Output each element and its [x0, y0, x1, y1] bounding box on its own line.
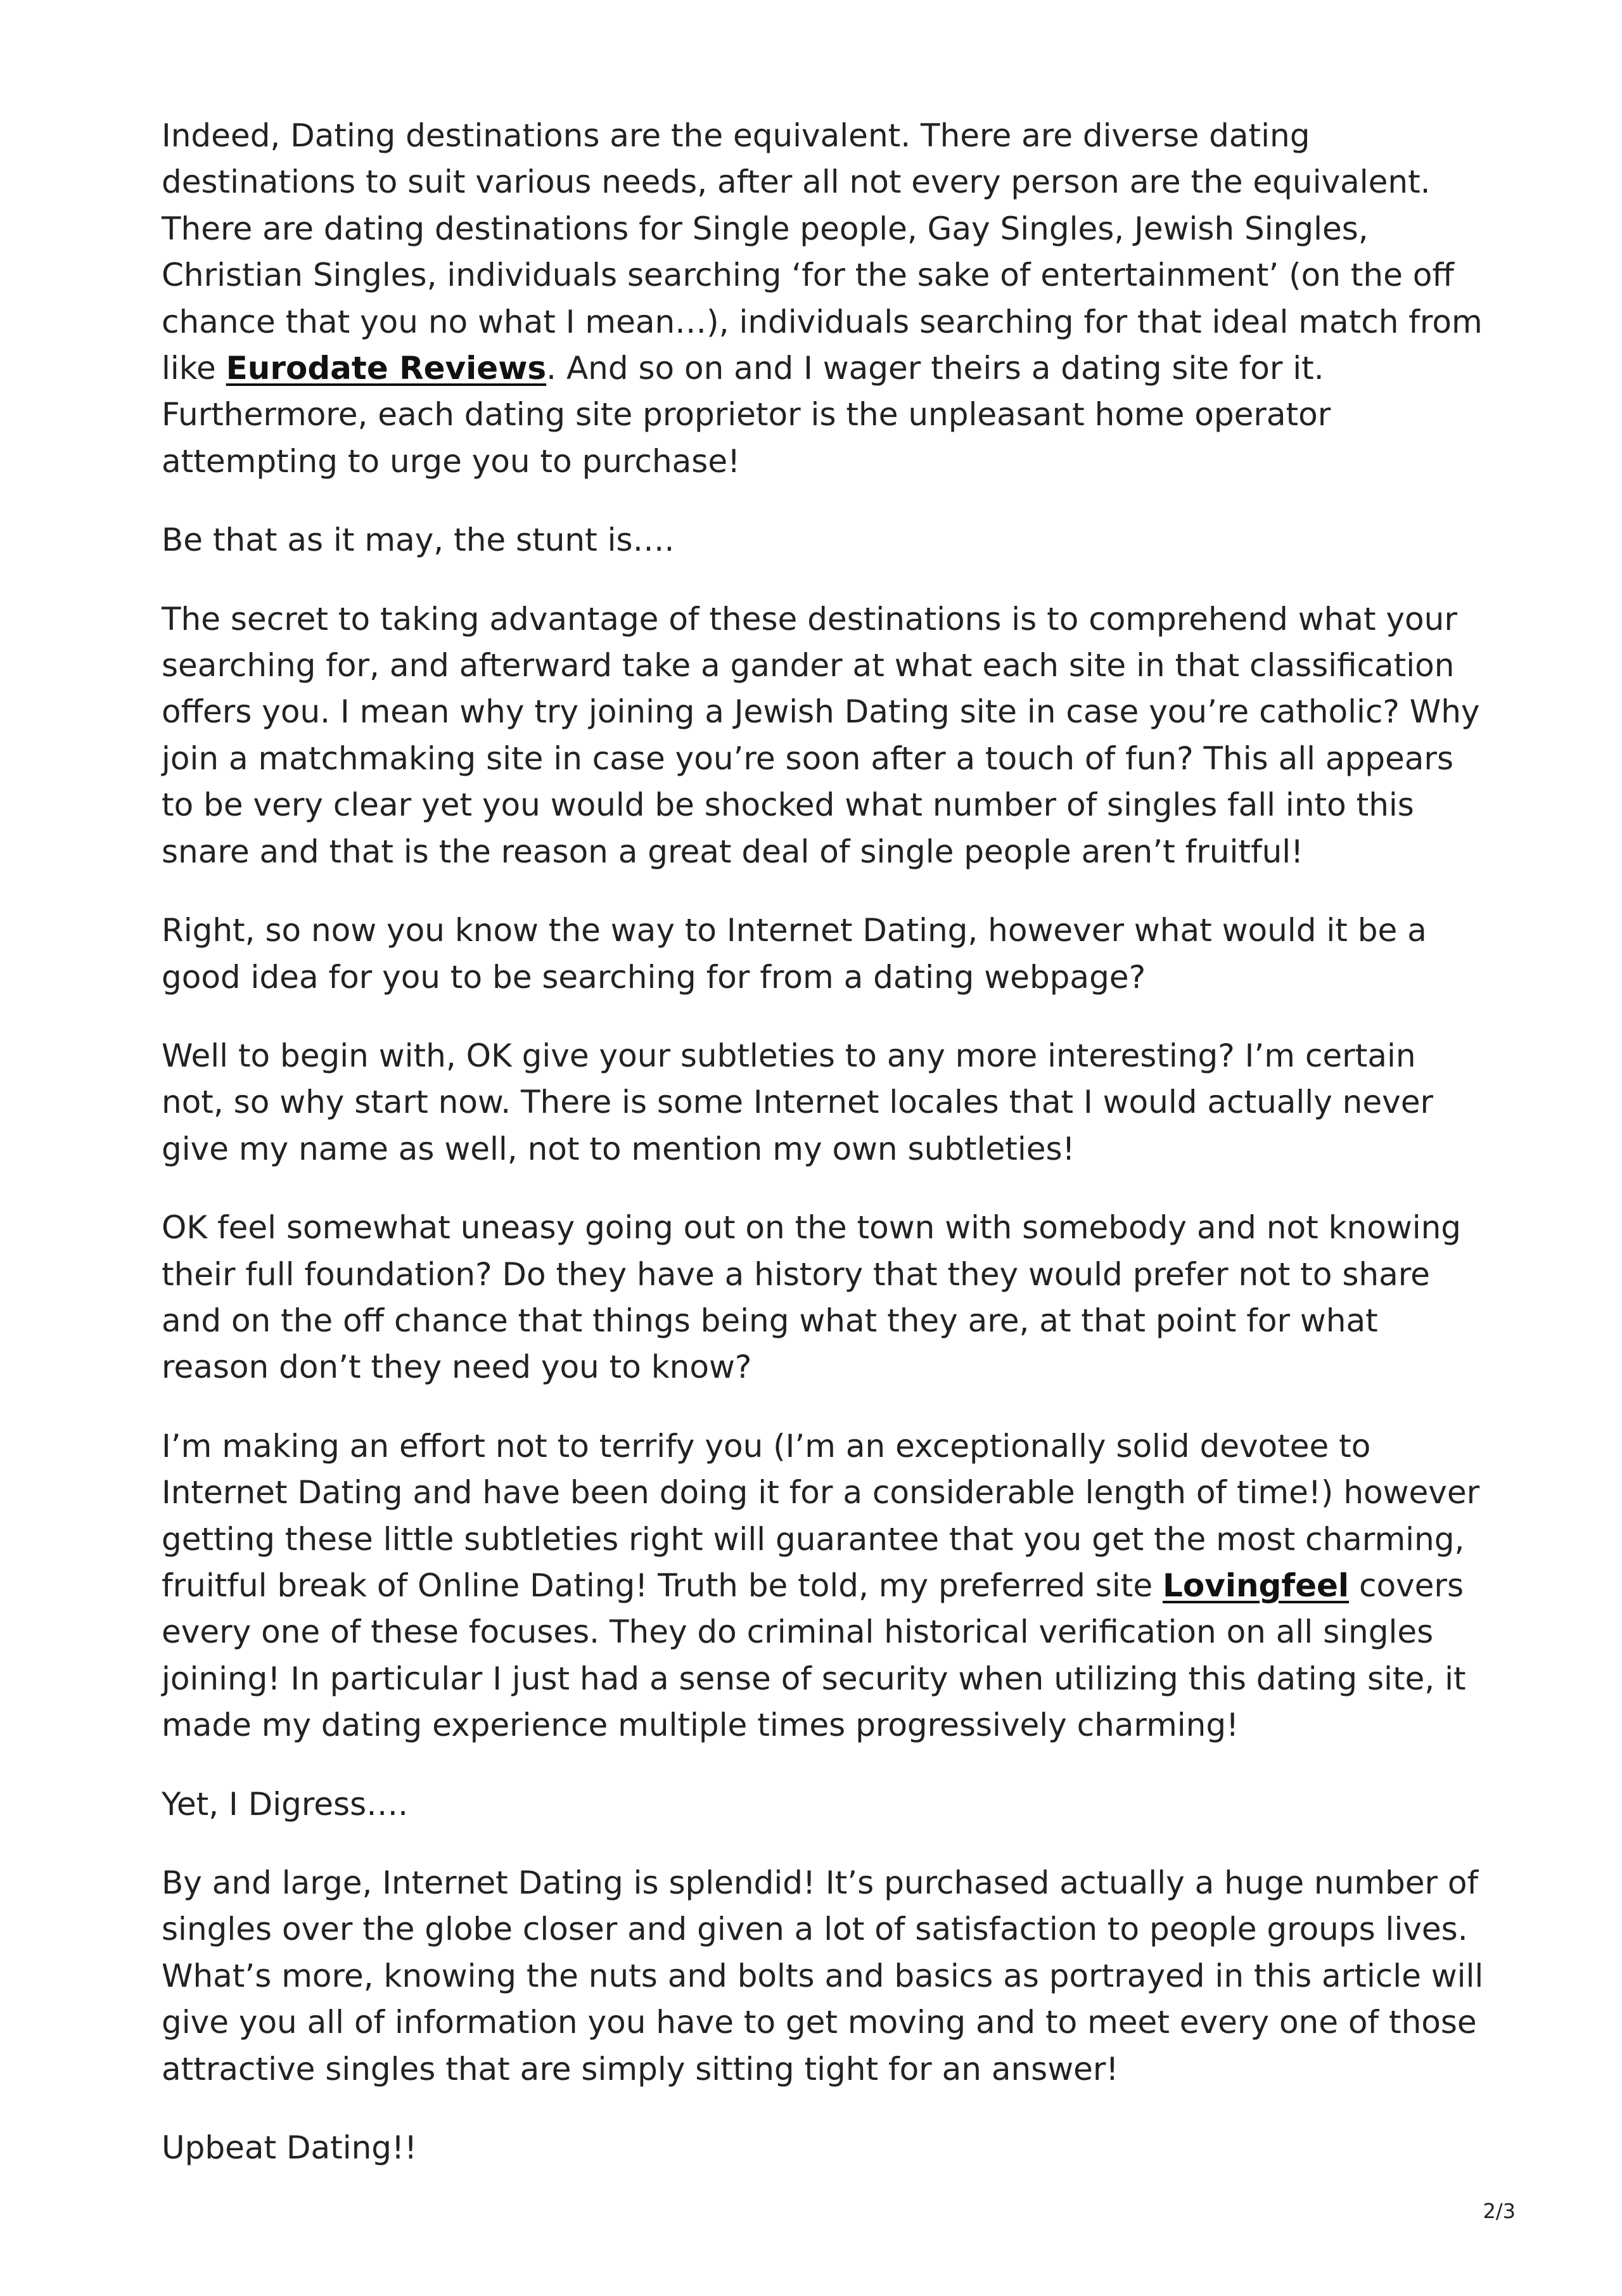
lovingfeel-link[interactable]: Lovingfeel	[1163, 1567, 1350, 1604]
paragraph: Be that as it may, the stunt is….	[162, 522, 675, 559]
paragraph: Well to begin with, OK give your subtleties to any more interesting? I’m certain not, so why start now. There is some Internet locales that I would actually never give my name as well, not to mention my own subtleties!	[162, 1037, 1434, 1167]
page-number: 2/3	[1483, 2199, 1516, 2223]
eurodate-reviews-link[interactable]: Eurodate Reviews	[226, 350, 547, 387]
paragraph: The secret to taking advantage of these destinations is to comprehend what your searching for, and afterward take a gander at what each site in that classification offers you. I mean why try joining a Jewish Dating site in case you’re catholic? Why join a matchmaking site in case you’re soon after a touch of fun? This all appears to be very clear yet you would be shocked what number of singles fall into this snare and that is the reason a great deal of single people aren’t fruitful!	[162, 600, 1480, 870]
paragraph: OK feel somewhat uneasy going out on the town with somebody and not knowing their full foundation? Do they have a history that they would prefer not to share and on the off chance that things being what they are, at that point for what reason don’t they need you to know?	[162, 1209, 1462, 1386]
paragraph: By and large, Internet Dating is splendid! It’s purchased actually a huge number of singles over the globe closer and given a lot of satisfaction to people groups lives. What’s more, knowing the nuts and bolts and basics as portrayed in this article will give you all of information you have to get moving and to meet every one of those attractive singles that are simply sitting tight for an answer!	[162, 1864, 1484, 2088]
paragraph: Indeed, Dating destinations are the equivalent. There are diverse dating destinations to suit various needs, after all not every person are the equivalent. There are dating destinations for Single people, Gay Singles, Jewish Singles, Christian Singles, individuals searching ‘for the sake of entertainment’ (on the off chance that you no what I mean…), individuals searching for that ideal match from like Eurodate Reviews. And so on and I wager theirs a dating site for it. Furthermore, each dating site proprietor is the unpleasant home operator attempting to urge you to purchase!	[162, 117, 1483, 480]
paragraph: Right, so now you know the way to Internet Dating, however what would it be a good idea for you to be searching for from a dating webpage?	[162, 912, 1427, 996]
paragraph: I’m making an effort not to terrify you (I’m an exceptionally solid devotee to Internet Dating and have been doing it for a considerable length of time!) however getting these little subtleties right will guarantee that you get the most charming, fruitful break of Online Dating! Truth be told, my preferred site Lovingfeel covers every one of these focuses. They do criminal historical verification on all singles joining! In particular I just had a sense of security when utilizing this dating site, it made my dating experience multiple times progressively charming!	[162, 1427, 1480, 1744]
paragraph: Yet, I Digress….	[162, 1785, 409, 1823]
paragraph: Upbeat Dating!!	[162, 2129, 418, 2167]
article-body	[162, 113, 1486, 2203]
